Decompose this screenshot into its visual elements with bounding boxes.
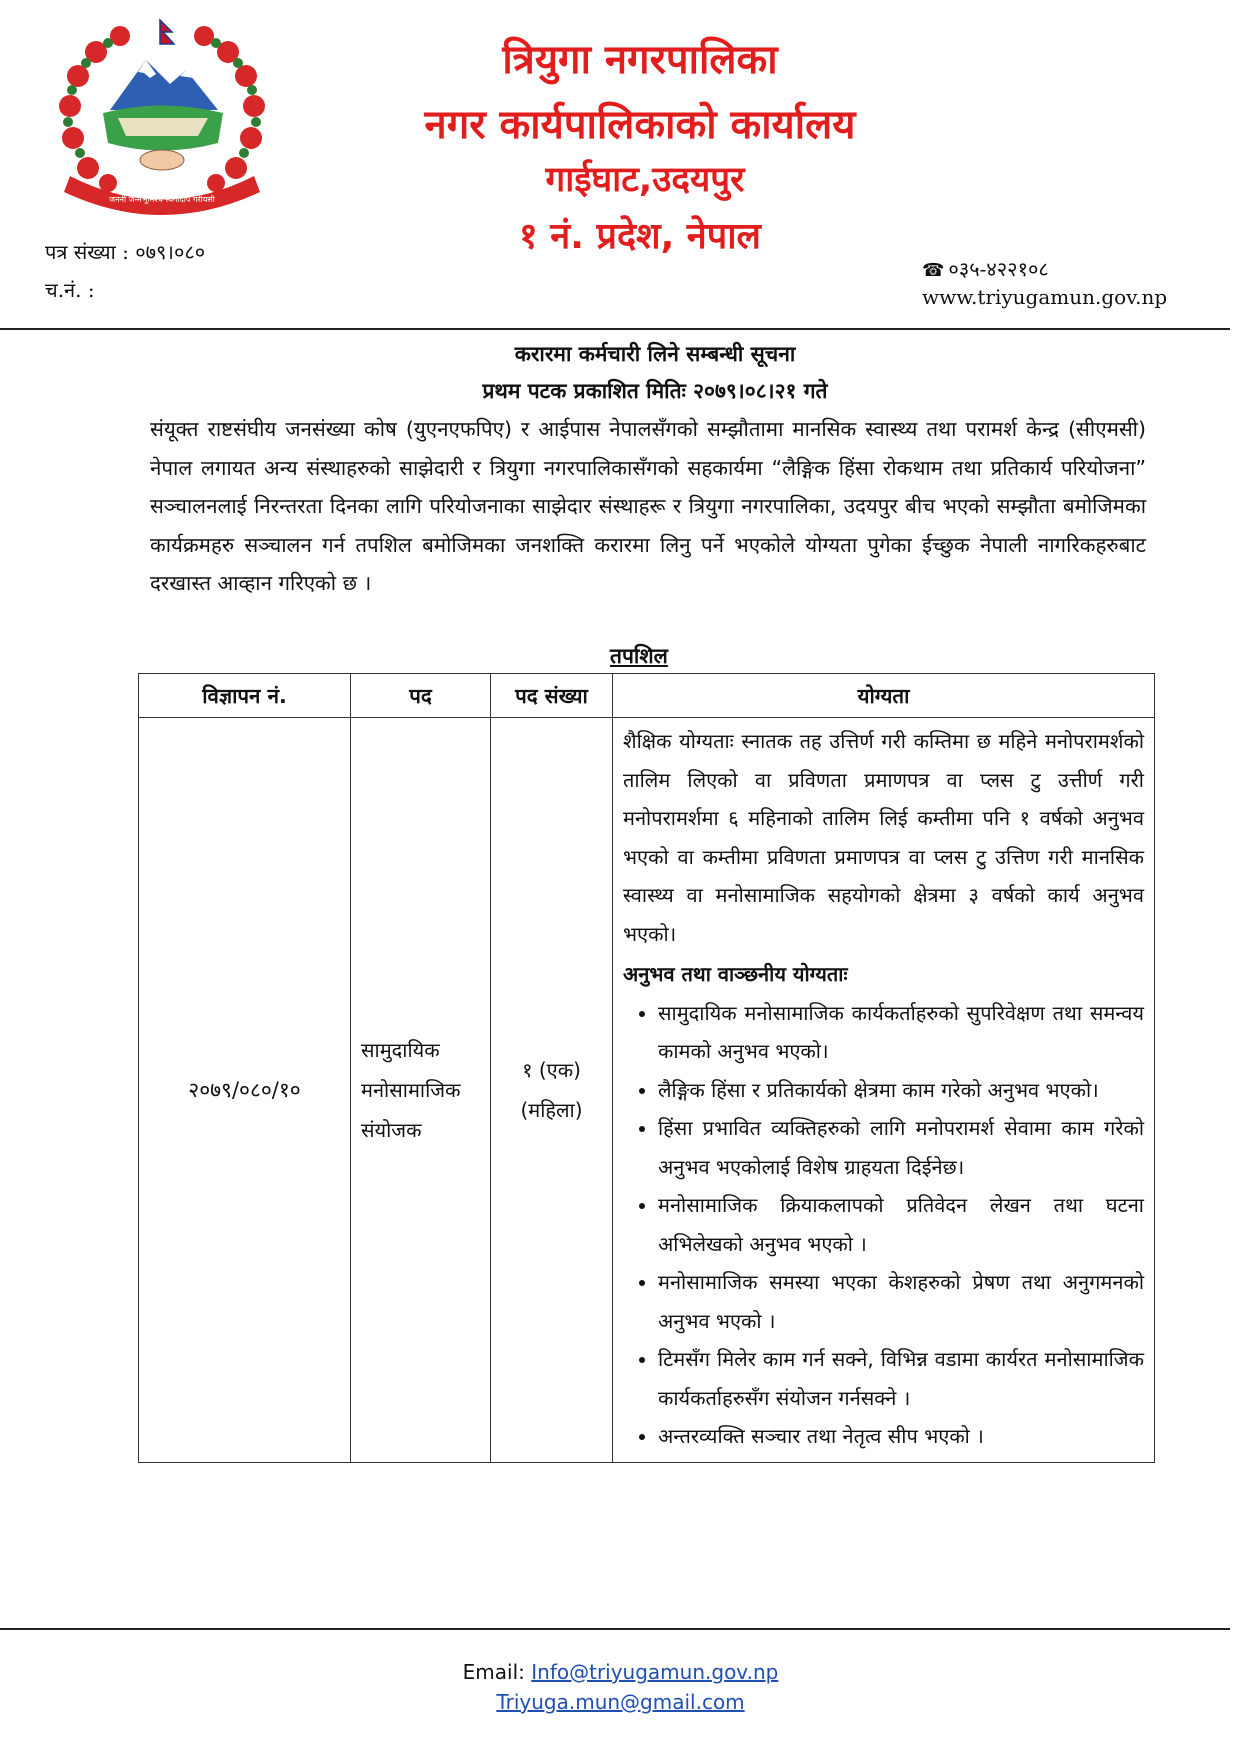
province-name: १ नं. प्रदेश, नेपाल xyxy=(519,216,761,257)
email-link-gmail[interactable]: Triyuga.mun@gmail.com xyxy=(496,1690,745,1714)
qualification-cell xyxy=(613,718,1155,1463)
experience-list xyxy=(623,994,1144,1456)
published-date: प्रथम पटक प्रकाशित मितिः २०७९।०८।२१ गते xyxy=(482,379,828,403)
header-qualification: योग्यता xyxy=(613,674,1155,718)
post-line: मनोसामाजिक xyxy=(361,1077,461,1102)
emblem-motto: जननी जन्मभूमिश्च स्वर्गादपि गरीयसी xyxy=(109,195,215,204)
schedule-title: तपशिल xyxy=(610,644,668,668)
list-item: • लैङ्गिक हिंसा र प्रतिकार्यको क्षेत्रमा काम गरेको अनुभव भएको। xyxy=(658,1071,1144,1110)
office-location: गाईघाट,उदयपुर xyxy=(545,160,745,200)
list-item: • मनोसामाजिक क्रियाकलापको प्रतिवेदन लेखन तथा घटना अभिलेखको अनुभव भएको । xyxy=(658,1186,1144,1263)
phone-contact xyxy=(922,255,1049,282)
post-count-number: १ (एक) xyxy=(522,1057,581,1082)
list-item: • हिंसा प्रभावित व्यक्तिहरुको लागि मनोपरामर्श सेवामा काम गरेको अनुभव भएकोलाई विशेष ग्राहयता दिईनेछ। xyxy=(658,1109,1144,1186)
office-name: नगर कार्यपालिकाको कार्यालय xyxy=(424,102,856,148)
header-post: पद xyxy=(351,674,491,718)
email-link-info[interactable]: Info@triyugamun.gov.np xyxy=(531,1660,779,1684)
list-item: • अन्तरव्यक्ति सञ्चार तथा नेतृत्व सीप भएको । xyxy=(658,1417,1144,1456)
dispatch-number: च.नं. : xyxy=(45,278,95,302)
notice-subject: करारमा कर्मचारी लिने सम्बन्धी सूचना xyxy=(514,342,796,366)
table-row xyxy=(139,718,1155,1463)
header-post-count: पद संख्या xyxy=(491,674,613,718)
footer-email-line-2 xyxy=(0,1690,1241,1714)
post-count-gender: (महिला) xyxy=(520,1097,583,1122)
municipality-name: त्रियुगा नगरपालिका xyxy=(502,37,778,83)
header-ad-number: विज्ञापन नं. xyxy=(139,674,351,718)
list-item: • मनोसामाजिक समस्या भएका केशहरुको प्रेषण तथा अनुगमनको अनुभव भएको । xyxy=(658,1263,1144,1340)
post-count xyxy=(491,718,613,1463)
header-divider xyxy=(0,328,1230,330)
post-line: सामुदायिक xyxy=(361,1037,440,1062)
nepal-emblem xyxy=(48,18,276,218)
email-label: Email: xyxy=(462,1660,525,1684)
website-url: www.triyugamun.gov.np xyxy=(922,285,1168,309)
footer-divider xyxy=(0,1628,1230,1630)
academic-qualification: शैक्षिक योग्यताः स्नातक तह उत्तिर्ण गरी कम्तिमा छ महिने मनोपरामर्शको तालिम लिएको वा प्रविणता प्रमाणपत्र वा प्लस टु उत्तीर्ण गरी मनोपरामर्शमा ६ महिनाको तालिम लिई कम्तीमा पनि १ वर्षको अनुभव भएको वा कम्तीमा प्रविणता प्रमाणपत्र वा प्लस टु उत्तिण गरी मानसिक स्वास्थ्य वा मनोसामाजिक सहयोगको क्षेत्रमा ३ वर्षको कार्य अनुभव भएको। xyxy=(623,729,1144,946)
post-line: संयोजक xyxy=(361,1117,422,1142)
phone-icon: ☎ xyxy=(922,260,945,281)
list-item: • टिमसँग मिलेर काम गर्न सक्ने, विभिन्न वडामा कार्यरत मनोसामाजिक कार्यकर्ताहरुसँग संयोजन गर्नसक्ने । xyxy=(658,1340,1144,1417)
notice-body: संयूक्त राष्टसंघीय जनसंख्या कोष (युएनएफपिए) र आईपास नेपालसँगको सम्झौतामा मानसिक स्वास्थ्य तथा परामर्श केन्द्र (सीएमसी) नेपाल लगायत अन्य संस्थाहरुको साझेदारी र त्रियुगा नगरपालिकासँगको सहकार्यमा “लैङ्गिक हिंसा रोकथाम तथा प्रतिकार्य परियोजना” सञ्चालनलाई निरन्तरता दिनका लागि परियोजनाका साझेदार संस्थाहरू र त्रियुगा नगरपालिका, उदयपुर बीच भएको सम्झौता बमोजिमका कार्यक्रमहरु सञ्चालन गर्न तपशिल बमोजिमका जनशक्ति करारमा लिनु पर्ने भएकोले योग्यता पुगेका ईच्छुक नेपाली नागरिकहरुबाट दरखास्त आव्हान गरिएको छ । xyxy=(150,417,1146,595)
table-header-row xyxy=(139,674,1155,718)
footer-email-line xyxy=(0,1660,1241,1684)
vacancy-table xyxy=(138,673,1155,1463)
letter-number: पत्र संख्या : ०७९।०८० xyxy=(45,240,206,264)
phone-number: ०३५-४२२१०८ xyxy=(948,257,1049,281)
ad-number: २०७९/०८०/१० xyxy=(139,718,351,1463)
experience-heading: अनुभव तथा वाञ्छनीय योग्यताः xyxy=(623,962,848,986)
post-name xyxy=(351,718,491,1463)
list-item: • सामुदायिक मनोसामाजिक कार्यकर्ताहरुको सुपरिवेक्षण तथा समन्वय कामको अनुभव भएको। xyxy=(658,994,1144,1071)
